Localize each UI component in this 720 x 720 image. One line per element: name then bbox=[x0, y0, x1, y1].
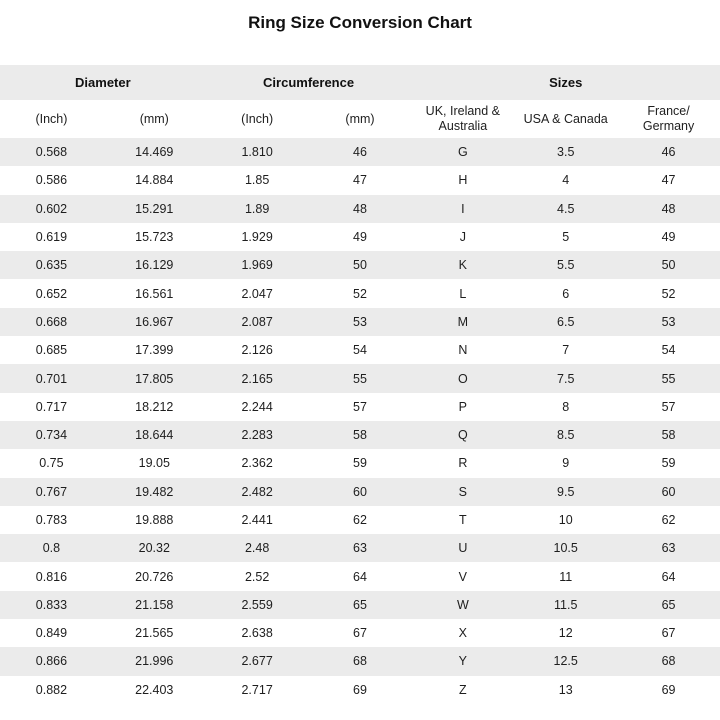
column-header-circumference-mm: (mm) bbox=[345, 111, 375, 126]
cell-diameter-inch: 0.701 bbox=[35, 371, 68, 386]
cell-size-uk-ireland-australia: K bbox=[458, 258, 468, 273]
cell-size-usa-canada: 8 bbox=[562, 399, 570, 414]
cell-circumference-mm: 46 bbox=[353, 145, 367, 160]
cell-diameter-mm: 21.158 bbox=[135, 597, 174, 612]
cell-diameter-mm: 19.888 bbox=[135, 513, 174, 527]
page-title: Ring Size Conversion Chart bbox=[248, 13, 472, 32]
table-row bbox=[0, 421, 720, 449]
cell-size-uk-ireland-australia: M bbox=[457, 314, 469, 329]
cell-diameter-inch: 0.849 bbox=[35, 626, 68, 641]
cell-size-usa-canada: 10 bbox=[558, 513, 573, 527]
cell-diameter-mm: 21.565 bbox=[135, 626, 174, 641]
cell-size-uk-ireland-australia: J bbox=[459, 230, 466, 245]
cell-size-france-germany: 55 bbox=[661, 371, 676, 386]
cell-circumference-mm: 62 bbox=[353, 513, 367, 527]
cell-circumference-mm: 64 bbox=[353, 569, 367, 584]
cell-diameter-inch: 0.635 bbox=[35, 258, 68, 273]
cell-diameter-mm: 18.212 bbox=[135, 399, 174, 414]
cell-diameter-inch: 0.619 bbox=[35, 230, 68, 245]
group-header-sizes: Sizes bbox=[549, 75, 583, 90]
cell-size-france-germany: 60 bbox=[661, 484, 676, 499]
cell-size-france-germany: 57 bbox=[661, 399, 676, 414]
column-header-size-france-germany: France/ Germany bbox=[642, 104, 695, 133]
cell-size-france-germany: 46 bbox=[661, 145, 676, 160]
cell-circumference-inch: 2.244 bbox=[241, 399, 273, 414]
cell-size-france-germany: 54 bbox=[661, 343, 676, 358]
cell-size-france-germany: 64 bbox=[661, 569, 676, 584]
cell-size-france-germany: 63 bbox=[661, 541, 676, 556]
column-header-size-usa-canada: USA & Canada bbox=[523, 111, 608, 126]
cell-diameter-mm: 14.469 bbox=[135, 145, 174, 160]
table-row bbox=[0, 562, 720, 590]
table-row bbox=[0, 619, 720, 647]
cell-circumference-inch: 1.929 bbox=[241, 230, 273, 245]
cell-size-france-germany: 59 bbox=[661, 456, 676, 471]
cell-size-france-germany: 67 bbox=[661, 626, 676, 641]
table-row bbox=[0, 647, 720, 675]
cell-size-uk-ireland-australia: P bbox=[458, 399, 468, 414]
cell-size-uk-ireland-australia: L bbox=[459, 286, 467, 301]
cell-size-france-germany: 68 bbox=[661, 654, 676, 669]
group-header-circumference: Circumference bbox=[263, 75, 355, 90]
cell-diameter-inch: 0.767 bbox=[35, 484, 68, 499]
cell-circumference-mm: 48 bbox=[353, 201, 367, 216]
cell-size-usa-canada: 4.5 bbox=[557, 201, 575, 216]
cell-diameter-mm: 15.291 bbox=[135, 201, 174, 216]
cell-size-france-germany: 50 bbox=[661, 258, 676, 273]
table-row bbox=[0, 449, 720, 477]
cell-diameter-mm: 16.967 bbox=[135, 314, 174, 329]
cell-diameter-inch: 0.568 bbox=[35, 145, 68, 160]
table-row bbox=[0, 393, 720, 421]
cell-diameter-inch: 0.685 bbox=[35, 343, 68, 358]
cell-circumference-inch: 1.85 bbox=[244, 173, 270, 188]
cell-diameter-inch: 0.8 bbox=[42, 541, 61, 556]
table-row bbox=[0, 251, 720, 279]
cell-size-france-germany: 62 bbox=[661, 513, 676, 527]
cell-diameter-mm: 20.726 bbox=[135, 569, 174, 584]
group-header-diameter: Diameter bbox=[75, 75, 131, 90]
cell-size-uk-ireland-australia: I bbox=[461, 201, 465, 216]
cell-diameter-inch: 0.602 bbox=[35, 201, 68, 216]
cell-circumference-inch: 2.677 bbox=[241, 654, 273, 669]
cell-circumference-inch: 2.52 bbox=[244, 569, 270, 584]
cell-diameter-mm: 19.05 bbox=[138, 456, 170, 471]
cell-circumference-inch: 2.283 bbox=[241, 428, 273, 443]
cell-circumference-inch: 2.717 bbox=[241, 682, 273, 697]
cell-size-usa-canada: 6 bbox=[562, 286, 570, 301]
cell-circumference-inch: 2.087 bbox=[241, 314, 273, 329]
cell-circumference-mm: 49 bbox=[353, 230, 367, 245]
table-row bbox=[0, 676, 720, 704]
cell-size-uk-ireland-australia: T bbox=[459, 513, 467, 527]
cell-circumference-inch: 2.441 bbox=[241, 513, 273, 527]
cell-diameter-mm: 17.399 bbox=[135, 343, 174, 358]
cell-size-uk-ireland-australia: W bbox=[456, 597, 469, 612]
cell-size-france-germany: 69 bbox=[661, 682, 676, 697]
cell-size-usa-canada: 9.5 bbox=[557, 484, 575, 499]
cell-size-usa-canada: 5 bbox=[562, 230, 570, 245]
cell-circumference-mm: 69 bbox=[353, 682, 367, 697]
cell-diameter-mm: 17.805 bbox=[135, 371, 174, 386]
table-row bbox=[0, 534, 720, 562]
cell-circumference-inch: 2.362 bbox=[241, 456, 273, 471]
cell-circumference-mm: 67 bbox=[353, 626, 367, 641]
cell-size-usa-canada: 4 bbox=[562, 173, 570, 188]
cell-circumference-mm: 54 bbox=[353, 343, 367, 358]
cell-diameter-inch: 0.734 bbox=[35, 428, 68, 443]
cell-size-france-germany: 52 bbox=[661, 286, 676, 301]
table-row bbox=[0, 336, 720, 364]
page bbox=[0, 13, 720, 720]
table-row bbox=[0, 506, 720, 534]
cell-diameter-inch: 0.816 bbox=[35, 569, 68, 584]
cell-size-uk-ireland-australia: U bbox=[458, 541, 468, 556]
cell-size-usa-canada: 7.5 bbox=[557, 371, 575, 386]
cell-circumference-inch: 2.48 bbox=[244, 541, 270, 556]
cell-circumference-mm: 65 bbox=[353, 597, 367, 612]
cell-diameter-mm: 21.996 bbox=[135, 654, 174, 669]
cell-size-usa-canada: 13 bbox=[558, 682, 573, 697]
cell-size-usa-canada: 8.5 bbox=[557, 428, 575, 443]
cell-circumference-inch: 2.482 bbox=[241, 484, 273, 499]
column-header-diameter-inch: (Inch) bbox=[35, 111, 68, 126]
table-row bbox=[0, 364, 720, 392]
cell-diameter-inch: 0.882 bbox=[35, 682, 68, 697]
cell-size-france-germany: 65 bbox=[661, 597, 676, 612]
cell-diameter-mm: 18.644 bbox=[135, 428, 174, 443]
cell-size-france-germany: 53 bbox=[661, 314, 676, 329]
column-header-diameter-mm: (mm) bbox=[139, 111, 169, 126]
column-header-circumference-inch: (Inch) bbox=[241, 111, 274, 126]
cell-circumference-inch: 2.559 bbox=[241, 597, 273, 612]
cell-diameter-mm: 22.403 bbox=[135, 682, 174, 697]
cell-size-usa-canada: 3.5 bbox=[557, 145, 575, 160]
cell-circumference-inch: 1.89 bbox=[244, 201, 270, 216]
cell-diameter-mm: 16.561 bbox=[135, 286, 174, 301]
table-row bbox=[0, 591, 720, 619]
cell-size-usa-canada: 7 bbox=[562, 343, 570, 358]
table-row bbox=[0, 166, 720, 194]
cell-diameter-mm: 15.723 bbox=[135, 230, 174, 245]
cell-size-uk-ireland-australia: H bbox=[458, 173, 468, 188]
cell-size-uk-ireland-australia: Q bbox=[457, 428, 468, 443]
cell-diameter-mm: 20.32 bbox=[138, 541, 170, 556]
cell-diameter-inch: 0.833 bbox=[35, 597, 68, 612]
cell-diameter-inch: 0.75 bbox=[39, 456, 64, 471]
table-row bbox=[0, 138, 720, 166]
cell-size-usa-canada: 12.5 bbox=[553, 654, 578, 669]
cell-size-france-germany: 58 bbox=[661, 428, 676, 443]
cell-circumference-inch: 2.047 bbox=[241, 286, 273, 301]
cell-size-usa-canada: 11 bbox=[559, 569, 573, 584]
cell-diameter-mm: 16.129 bbox=[135, 258, 174, 273]
cell-circumference-mm: 63 bbox=[353, 541, 367, 556]
cell-circumference-inch: 1.969 bbox=[241, 258, 273, 273]
cell-size-uk-ireland-australia: S bbox=[458, 484, 468, 499]
table-row bbox=[0, 308, 720, 336]
cell-diameter-inch: 0.783 bbox=[35, 513, 68, 527]
cell-size-france-germany: 49 bbox=[661, 230, 676, 245]
cell-circumference-mm: 58 bbox=[353, 428, 367, 443]
cell-size-uk-ireland-australia: Y bbox=[458, 654, 468, 669]
table-row bbox=[0, 279, 720, 307]
cell-diameter-inch: 0.866 bbox=[35, 654, 68, 669]
column-header-size-uk-ireland-australia: UK, Ireland & Australia bbox=[425, 104, 501, 133]
table-body bbox=[0, 138, 720, 704]
cell-size-uk-ireland-australia: V bbox=[458, 569, 468, 584]
cell-diameter-inch: 0.717 bbox=[35, 399, 68, 414]
cell-diameter-mm: 19.482 bbox=[135, 484, 174, 499]
cell-circumference-mm: 68 bbox=[353, 654, 367, 669]
cell-circumference-inch: 2.126 bbox=[241, 343, 273, 358]
cell-size-usa-canada: 5.5 bbox=[557, 258, 575, 273]
cell-size-france-germany: 47 bbox=[661, 173, 676, 188]
cell-diameter-mm: 14.884 bbox=[135, 173, 174, 188]
cell-circumference-mm: 47 bbox=[353, 173, 367, 188]
table-row bbox=[0, 223, 720, 251]
cell-circumference-mm: 60 bbox=[353, 484, 367, 499]
table-column-header-row bbox=[0, 100, 720, 138]
cell-size-usa-canada: 6.5 bbox=[557, 314, 575, 329]
cell-circumference-mm: 50 bbox=[353, 258, 367, 273]
table-row bbox=[0, 478, 720, 506]
cell-circumference-mm: 53 bbox=[353, 314, 367, 329]
cell-circumference-mm: 57 bbox=[353, 399, 367, 414]
cell-circumference-mm: 55 bbox=[353, 371, 367, 386]
cell-size-usa-canada: 9 bbox=[562, 456, 570, 471]
cell-circumference-inch: 2.638 bbox=[241, 626, 273, 641]
cell-size-usa-canada: 12 bbox=[558, 626, 573, 641]
cell-circumference-mm: 52 bbox=[353, 286, 367, 301]
table-row bbox=[0, 195, 720, 223]
cell-diameter-inch: 0.586 bbox=[35, 173, 68, 188]
cell-size-uk-ireland-australia: R bbox=[458, 456, 468, 471]
cell-circumference-mm: 59 bbox=[353, 456, 367, 471]
cell-circumference-inch: 1.810 bbox=[241, 145, 273, 160]
table-group-header-row bbox=[0, 65, 720, 100]
cell-size-uk-ireland-australia: X bbox=[458, 626, 468, 641]
cell-circumference-inch: 2.165 bbox=[241, 371, 273, 386]
cell-size-usa-canada: 10.5 bbox=[553, 541, 578, 556]
cell-diameter-inch: 0.652 bbox=[35, 286, 68, 301]
cell-size-uk-ireland-australia: G bbox=[457, 145, 468, 160]
cell-size-france-germany: 48 bbox=[661, 201, 676, 216]
cell-diameter-inch: 0.668 bbox=[35, 314, 68, 329]
ring-size-conversion-table bbox=[0, 65, 720, 704]
cell-size-uk-ireland-australia: Z bbox=[459, 682, 467, 697]
cell-size-uk-ireland-australia: N bbox=[458, 343, 468, 358]
cell-size-usa-canada: 11.5 bbox=[554, 597, 578, 612]
cell-size-uk-ireland-australia: O bbox=[457, 371, 468, 386]
